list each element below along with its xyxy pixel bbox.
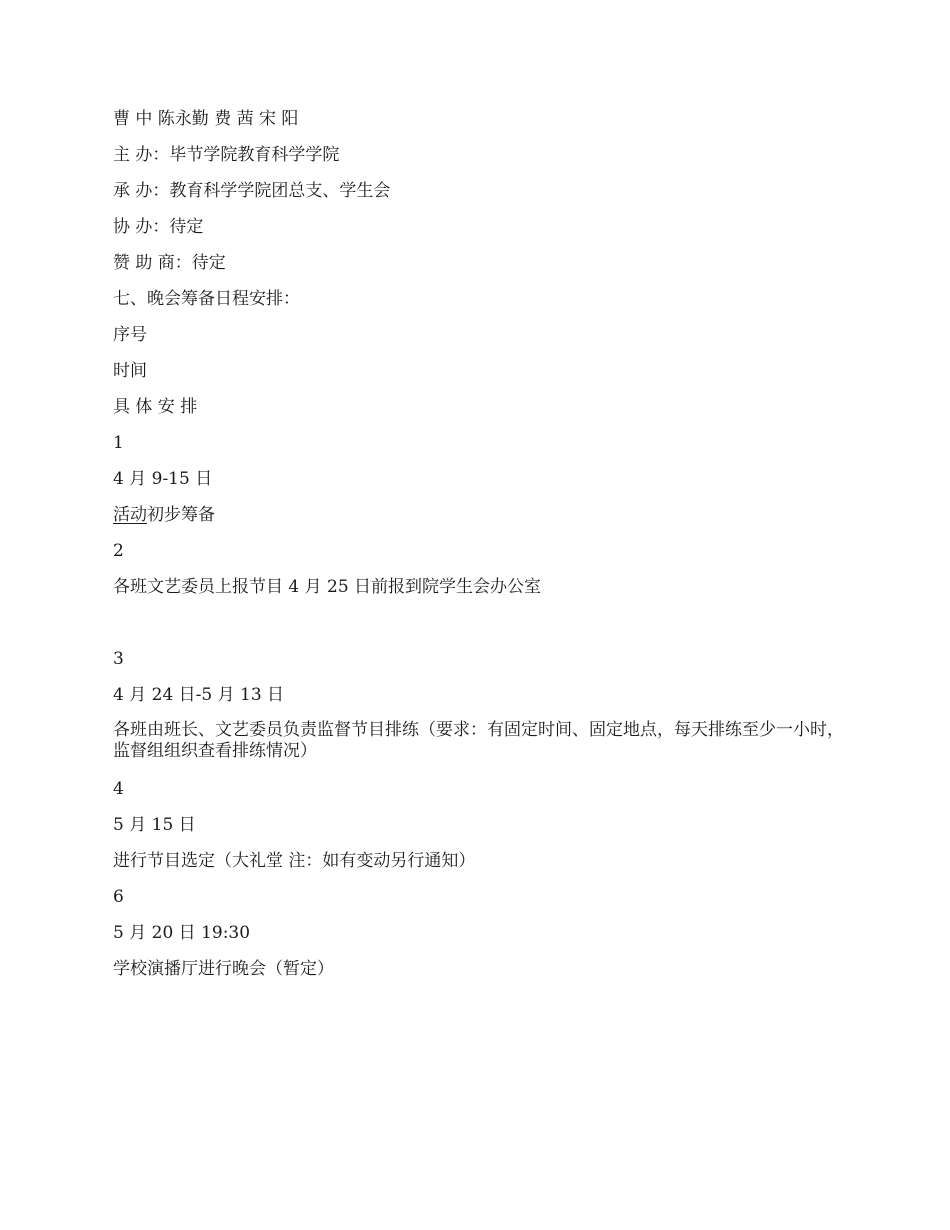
- document-page: [113, 108, 853, 994]
- underlined-word: 活动: [113, 505, 147, 525]
- row-6-number: 6: [113, 887, 124, 907]
- row-1-time: 4 月 9-15 日: [113, 469, 213, 489]
- organizer: 主 办：毕节学院教育科学学院: [113, 145, 340, 165]
- row-6-arrangement: 学校演播厅进行晚会（暂定）: [113, 959, 334, 979]
- column-header-number: 序号: [113, 325, 147, 345]
- row-4-arrangement: 进行节目选定（大礼堂 注：如有变动另行通知）: [113, 851, 476, 871]
- row-4-number: 4: [113, 779, 124, 799]
- row-3-time: 4 月 24 日-5 月 13 日: [113, 685, 285, 705]
- row-1-arrangement: 活动初步筹备: [113, 505, 215, 525]
- row-2-arrangement: 各班文艺委员上报节目 4 月 25 日前报到院学生会办公室: [113, 577, 542, 597]
- row-6-time: 5 月 20 日 19:30: [113, 923, 251, 943]
- row-4-time: 5 月 15 日: [113, 815, 196, 835]
- row-2-number: 2: [113, 541, 124, 561]
- assistant-organizer: 协 办：待定: [113, 217, 204, 237]
- staff-names: 曹 中 陈永勤 费 茜 宋 阳: [113, 109, 299, 129]
- blank-gap: [113, 612, 853, 648]
- section-heading-schedule: 七、晚会筹备日程安排：: [113, 289, 300, 309]
- row-3-arrangement: 各班由班长、文艺委员负责监督节目排练（要求：有固定时间、固定地点，每天排练至少一小时，监督组组织查看排练情况）: [113, 720, 844, 761]
- column-header-time: 时间: [113, 361, 147, 381]
- sponsor: 赞 助 商：待定: [113, 253, 226, 273]
- row-1-number: 1: [113, 433, 124, 453]
- column-header-arrangement: 具 体 安 排: [113, 397, 198, 417]
- row-3-number: 3: [113, 649, 124, 669]
- co-organizer: 承 办：教育科学学院团总支、学生会: [113, 181, 391, 201]
